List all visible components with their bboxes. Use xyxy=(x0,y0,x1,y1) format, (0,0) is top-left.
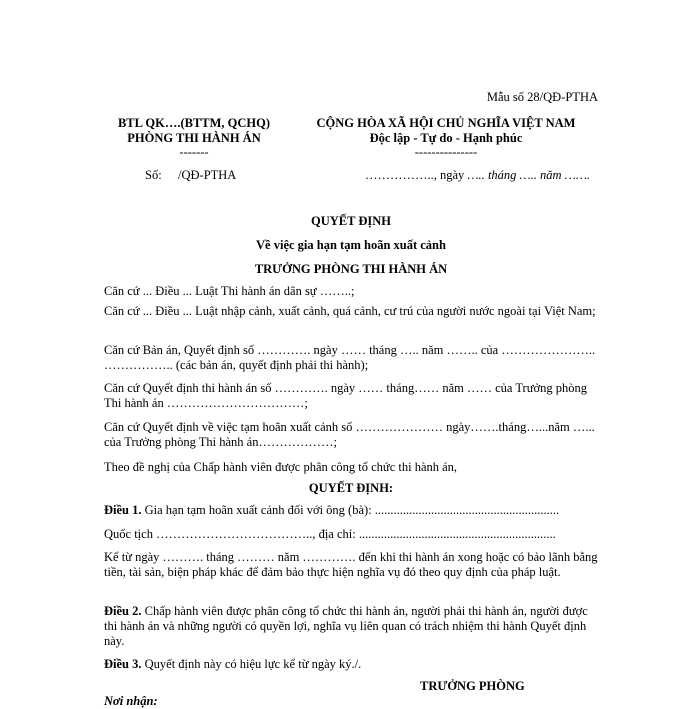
date-line xyxy=(365,168,590,183)
article-3-text: Quyết định này có hiệu lực kể từ ngày ký./. xyxy=(141,657,362,671)
date-place: …………….. xyxy=(365,168,434,182)
article-1-label: Điều 1. xyxy=(104,503,142,517)
article-1-text: Gia hạn tạm hoãn xuất cảnh đối với ông (bà): ........................................................... xyxy=(141,503,560,517)
article-2-label: Điều 2. xyxy=(104,604,142,618)
date-year: ……. xyxy=(564,168,591,182)
article-3 xyxy=(104,657,598,672)
basis-4: Căn cứ Quyết định thi hành án số …………. ngày …… tháng…… năm …… của Trưởng phòng Thi hành án ……………………………; xyxy=(104,381,587,410)
article-3-label: Điều 3. xyxy=(104,657,142,671)
left-divider: ------- xyxy=(179,145,209,159)
date-sep-2: tháng xyxy=(484,168,520,182)
national-motto: Độc lập - Tự do - Hạnh phúc xyxy=(369,131,523,145)
basis-2: Căn cứ ... Điều ... Luật nhập cảnh, xuất cảnh, quá cảnh, cư trú của người nước ngoài tại Việt Nam; xyxy=(104,304,596,318)
date-month: ….. xyxy=(519,168,537,182)
date-sep-3: năm xyxy=(536,168,565,182)
agency-name: BTL QK….(BTTM, QCHQ) xyxy=(117,116,271,130)
proposal-line: Theo đề nghị của Chấp hành viên được phân công tổ chức thi hành án, xyxy=(104,460,458,474)
nationality-address-line: Quốc tịch ……………………………….., địa chỉ: ............................................................... xyxy=(104,527,556,541)
date-day: ….. xyxy=(467,168,485,182)
national-title: CỘNG HÒA XÃ HỘI CHỦ NGHĨA VIỆT NAM xyxy=(316,116,576,130)
basis-3: Căn cứ Bản án, Quyết định số …………. ngày …… tháng ….. năm …….. của ………………….. …………….. (các bản án, quyết định phải thi hành); xyxy=(104,343,596,372)
basis-1: Căn cứ ... Điều ... Luật Thi hành án dân sự ……..; xyxy=(104,284,355,298)
issuing-authority: TRƯỞNG PHÒNG THI HÀNH ÁN xyxy=(254,262,448,276)
signature-title: TRƯỞNG PHÒNG xyxy=(420,679,525,693)
decision-heading: QUYẾT ĐỊNH: xyxy=(308,481,394,495)
document-title: QUYẾT ĐỊNH xyxy=(311,214,391,228)
basis-5: Căn cứ Quyết định về việc tạm hoãn xuất cảnh số ………………… ngày…….tháng…...năm …... của Trưởng phòng Thi hành án………………; xyxy=(104,420,595,449)
right-divider: --------------- xyxy=(414,145,478,159)
department-name: PHÒNG THI HÀNH ÁN xyxy=(127,131,261,145)
document-subject: Về việc gia hạn tạm hoãn xuất cảnh xyxy=(256,238,446,252)
document-number-suffix: /QĐ-PTHA xyxy=(178,168,237,182)
article-2-text: Chấp hành viên được phân công tổ chức thi hành án, người phải thi hành án, người được thi hành án và những người có quyền lợi, nghĩa vụ liên quan có trách nhiệm thi hành Quyết định này. xyxy=(104,604,588,648)
article-1-continuation: Kể từ ngày ………. tháng ……… năm …………. đến khi thi hành án xong hoặc có bảo lãnh bằng tiền, tài sản, biện pháp khác để đảm bảo thực hiện nghĩa vụ đó theo quy định của pháp luật. xyxy=(104,550,598,579)
form-code: Mẫu số 28/QĐ-PTHA xyxy=(486,90,598,104)
document-number-label: Số: xyxy=(145,168,162,182)
article-1 xyxy=(104,503,598,518)
article-2 xyxy=(104,604,598,649)
recipients-label: Nơi nhận: xyxy=(104,694,158,708)
date-sep-1: , ngày xyxy=(433,168,468,182)
